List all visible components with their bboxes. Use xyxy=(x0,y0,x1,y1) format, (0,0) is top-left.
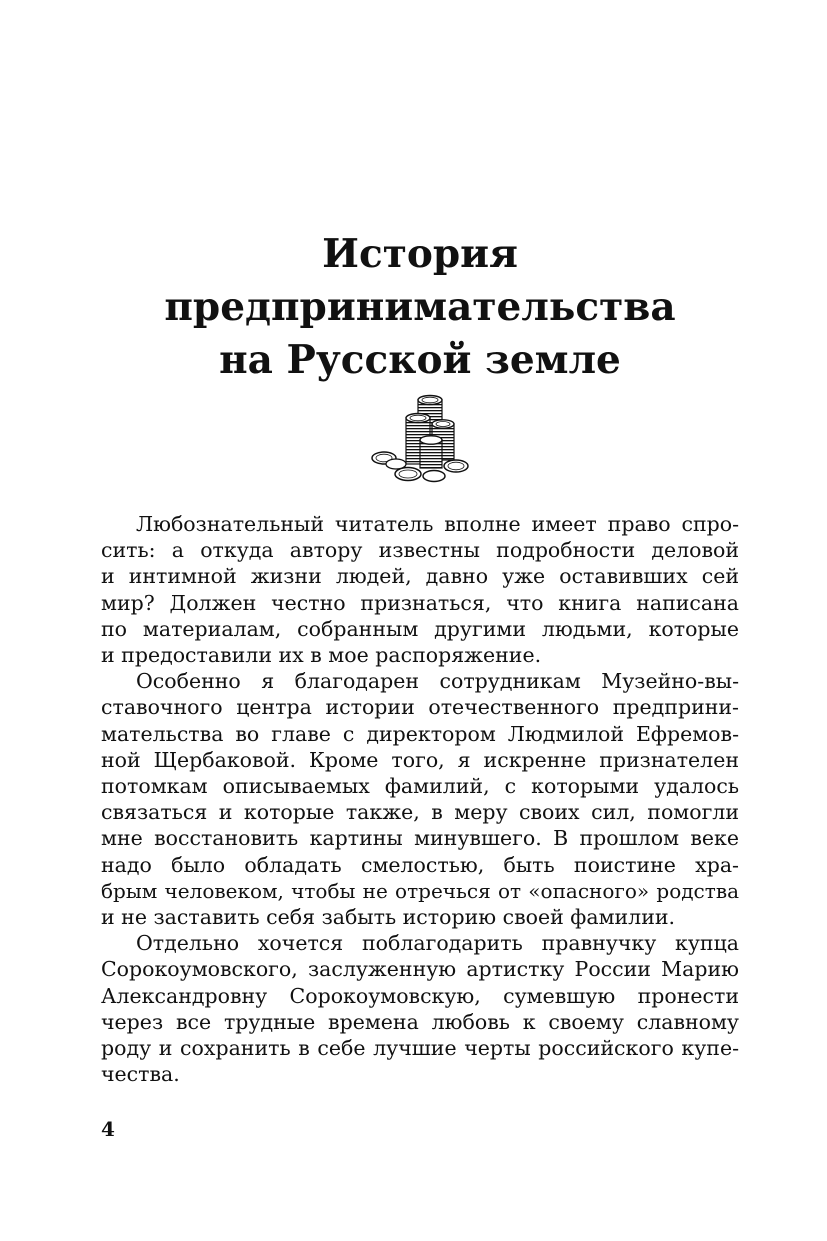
text-line: ной Щербаковой. Кроме того, я искренне признателен xyxy=(101,747,739,772)
coin-stacks-icon xyxy=(368,392,472,484)
text-line: Отдельно хочется поблагодарить правнучку купца xyxy=(136,931,739,956)
body-text xyxy=(101,511,739,1087)
title-line-1: История xyxy=(322,231,518,277)
text-line: чества. xyxy=(101,1062,180,1087)
text-line: брым человеком, чтобы не отречься от «опасного» родства xyxy=(101,878,739,903)
paragraph-3 xyxy=(101,930,739,1087)
chapter-title xyxy=(100,228,740,387)
paragraph-1 xyxy=(101,511,739,668)
text-line: надо было обладать смелостью, быть поистине хра- xyxy=(101,852,739,877)
text-line: и не заставить себя забыть историю своей фамилии. xyxy=(101,905,676,930)
text-line: через все трудные времена любовь к своему славному xyxy=(101,1009,739,1034)
text-line: и интимной жизни людей, давно уже оставивших сей xyxy=(101,564,739,589)
text-line: мне восстановить картины минувшего. В прошлом веке xyxy=(101,826,739,851)
text-line: роду и сохранить в себе лучшие черты российского купе- xyxy=(101,1036,739,1061)
text-line: Особенно я благодарен сотрудникам Музейно-вы- xyxy=(136,669,739,694)
text-line: Александровну Сорокоумовскую, сумевшую пронести xyxy=(101,983,739,1008)
text-line: связаться и которые также, в меру своих сил, помогли xyxy=(101,800,739,825)
text-line: Сорокоумовского, заслуженную артистку России Марию xyxy=(101,957,739,982)
text-line: и предоставили их в мое распоряжение. xyxy=(101,643,542,668)
page-number: 4 xyxy=(101,1117,115,1141)
text-line: ставочного центра истории отечественного предприни- xyxy=(101,695,739,720)
paragraph-2 xyxy=(101,668,739,930)
title-line-2: предпринимательства xyxy=(164,284,676,330)
text-line: мательства во главе с директором Людмилой Ефремов- xyxy=(101,721,739,746)
text-line: потомкам описываемых фамилий, с которыми удалось xyxy=(101,774,739,799)
text-line: сить: а откуда автору известны подробности деловой xyxy=(101,538,739,563)
text-line: мир? Должен честно признаться, что книга написана xyxy=(101,590,739,615)
text-line: по материалам, собранным другими людьми, которые xyxy=(101,616,739,641)
text-line: Любознательный читатель вполне имеет право спро- xyxy=(136,512,739,536)
title-line-3: на Русской земле xyxy=(219,337,621,383)
